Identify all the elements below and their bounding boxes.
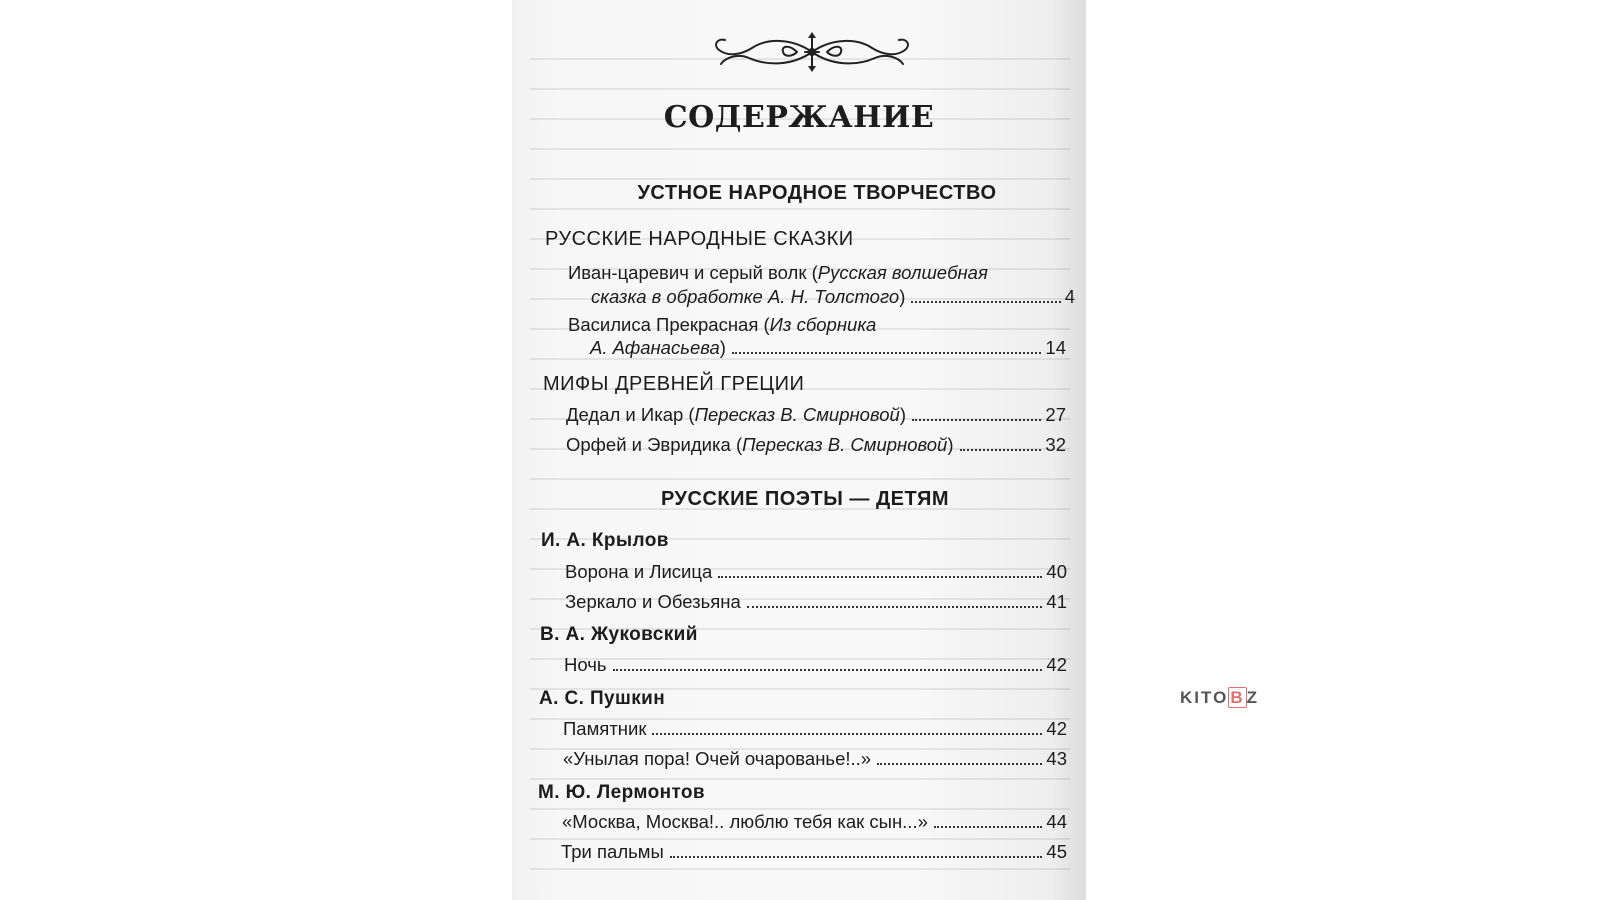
toc-entry[interactable]: Памятник 42 <box>563 718 1067 739</box>
toc-entry[interactable]: Три пальмы 45 <box>561 841 1067 862</box>
toc-entry-line1: Иван-царевич и серый волк (Русская волшебная <box>568 262 988 283</box>
section-heading: УСТНОЕ НАРОДНОЕ ТВОРЧЕСТВО <box>637 182 997 204</box>
page-number: 27 <box>1045 404 1066 425</box>
toc-entry[interactable]: Ворона и Лисица 40 <box>565 561 1067 582</box>
ornament-flourish <box>697 30 927 74</box>
page-number: 41 <box>1046 591 1067 612</box>
toc-entry-line1: Василиса Прекрасная (Из сборника <box>568 314 877 335</box>
page-number: 44 <box>1046 811 1067 832</box>
page-title: СОДЕРЖАНИЕ <box>663 100 935 135</box>
leader-dots <box>877 763 1042 765</box>
leader-dots <box>911 301 1060 303</box>
section-heading: РУССКИЕ ПОЭТЫ — ДЕТЯМ <box>660 488 950 510</box>
leader-dots <box>960 449 1042 451</box>
page-number: 4 <box>1064 286 1075 307</box>
author-heading: А. С. Пушкин <box>539 688 666 709</box>
author-heading: М. Ю. Лермонтов <box>538 782 706 803</box>
page-number: 43 <box>1046 748 1067 769</box>
toc-entry[interactable]: «Москва, Москва!.. люблю тебя как сын...» 44 <box>562 811 1067 832</box>
toc-entry[interactable]: Дедал и Икар (Пересказ В. Смирновой) 27 <box>566 404 1066 425</box>
toc-entry[interactable]: сказка в обработке А. Н. Толстого) 4 <box>591 286 1075 307</box>
leader-dots <box>613 669 1043 671</box>
author-heading: В. А. Жуковский <box>540 624 698 645</box>
leader-dots <box>912 419 1041 421</box>
page-number: 32 <box>1045 434 1066 455</box>
toc-entry[interactable]: «Унылая пора! Очей очарованье!..» 43 <box>563 748 1067 769</box>
leader-dots <box>934 826 1043 828</box>
leader-dots <box>732 352 1041 354</box>
toc-entry[interactable]: Орфей и Эвридика (Пересказ В. Смирновой) 32 <box>566 434 1066 455</box>
leader-dots <box>652 733 1042 735</box>
page-number: 42 <box>1046 718 1067 739</box>
toc-entry[interactable]: А. Афанасьева) 14 <box>590 337 1066 358</box>
group-heading: РУССКИЕ НАРОДНЫЕ СКАЗКИ <box>545 228 854 250</box>
watermark-logo: KITO B Z <box>1180 688 1259 707</box>
page-number: 14 <box>1045 337 1066 358</box>
page-number: 40 <box>1046 561 1067 582</box>
toc-entry[interactable]: Зеркало и Обезьяна 41 <box>565 591 1067 612</box>
toc-entry[interactable]: Ночь 42 <box>564 654 1067 675</box>
group-heading: МИФЫ ДРЕВНЕЙ ГРЕЦИИ <box>543 373 805 395</box>
leader-dots <box>718 576 1042 578</box>
leader-dots <box>747 606 1043 608</box>
leader-dots <box>670 856 1043 858</box>
page-number: 45 <box>1046 841 1067 862</box>
page-number: 42 <box>1046 654 1067 675</box>
author-heading: И. А. Крылов <box>541 530 669 551</box>
